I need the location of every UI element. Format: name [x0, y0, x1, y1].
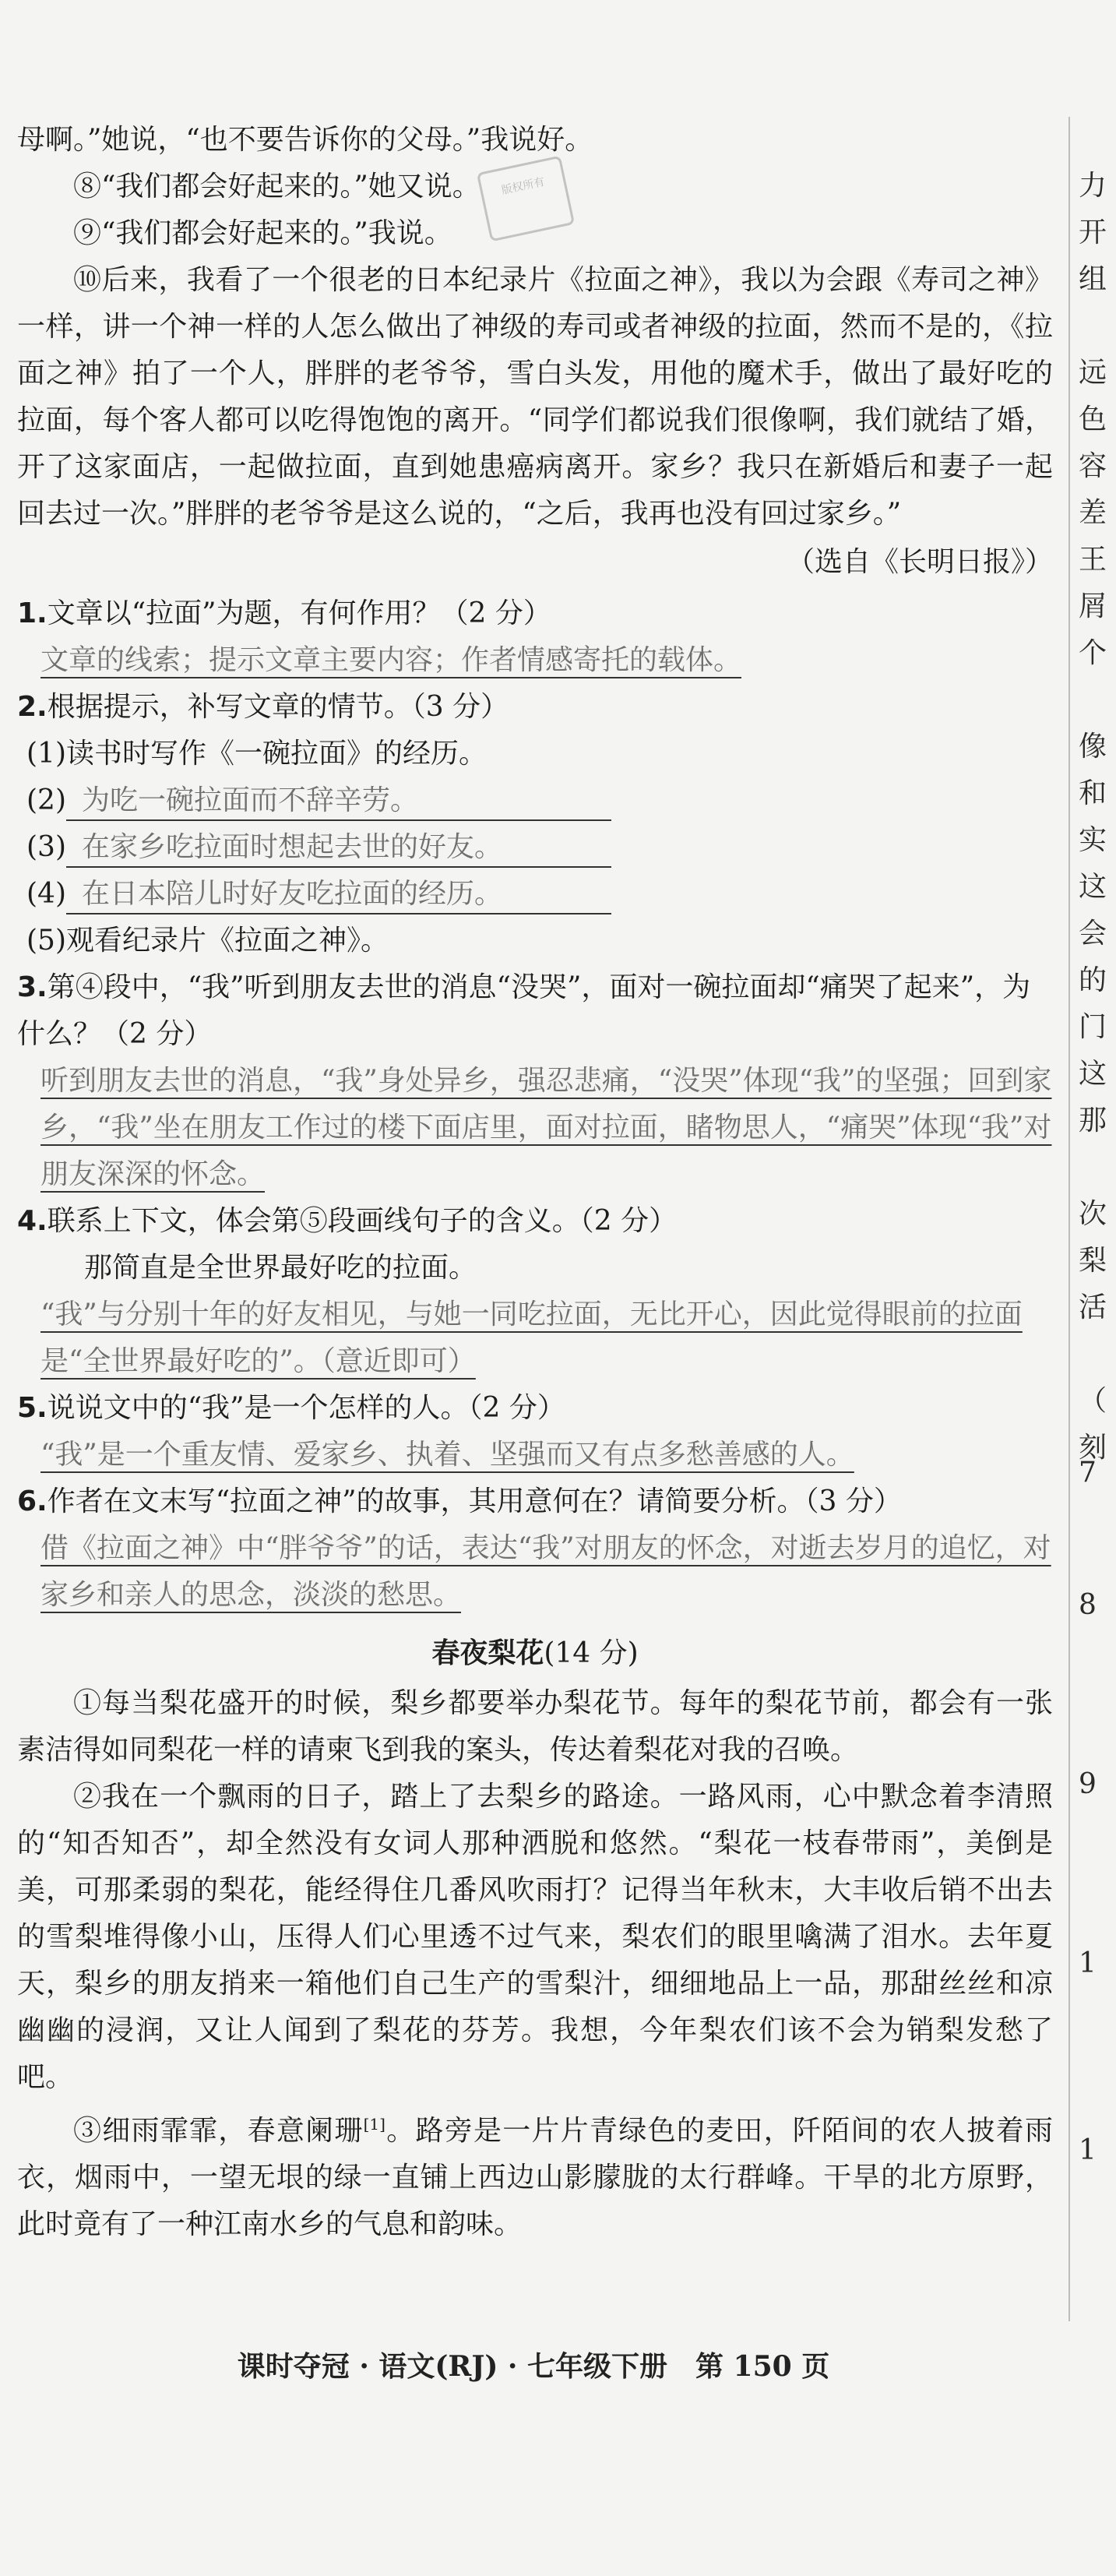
right-margin-fragment: 远	[1079, 357, 1107, 389]
question-text: 根据提示，补写文章的情节。（3 分）	[47, 691, 509, 723]
right-margin-fragment: 和	[1079, 777, 1107, 809]
story-paragraph-10: ⑩后来，我看了一个很老的日本纪录片《拉面之神》，我以为会跟《寿司之神》一样，讲一个神一样的人怎么做出了神级的寿司或者神级的拉面，然而不是的，《拉面之神》拍了一个人，胖胖的老爷爷，雪白头发，用他的魔术手，做出了最好吃的拉面，每个客人都可以吃得饱饱的离开。“同学们都说我们很像啊，我们就结了婚，开了这家面店，一起做拉面，直到她患癌病离开。家乡？我只在新婚后和妻子一起回去过一次。”胖胖的老爷爷是这么说的，“之后，我再也没有回过家乡。”	[17, 264, 1053, 530]
story-paragraph: 母啊。”她说，“也不要告诉你的父母。”我说好。	[17, 124, 593, 156]
right-margin-fragment: 开	[1079, 217, 1107, 248]
page-footer: 课时夺冠 · 语文(RJ) · 七年级下册 第 150 页	[237, 2350, 830, 2383]
right-margin-fragment: 7	[1079, 1457, 1097, 1489]
right-margin-fragment: 力	[1079, 170, 1107, 202]
question-6	[17, 1478, 1053, 1525]
right-margin-fragment: 的	[1079, 964, 1107, 996]
right-margin-fragment: 刻	[1079, 1432, 1107, 1464]
question-3	[17, 964, 1053, 1058]
essay-text: ③细雨霏霏，春意阑珊	[73, 2115, 364, 2147]
column-divider	[1068, 117, 1070, 2321]
essay-score: (14 分)	[544, 1637, 639, 1669]
right-margin-fragment: 容	[1079, 450, 1107, 482]
item-label: (3)	[26, 831, 66, 863]
story-paragraph-8: ⑧“我们都会好起来的。”她又说。	[73, 171, 481, 203]
story-paragraph-9: ⑨“我们都会好起来的。”我说。	[73, 217, 452, 249]
right-margin-fragment: 活	[1079, 1292, 1107, 1323]
question-text: 联系上下文，体会第⑤段画线句子的含义。（2 分）	[47, 1205, 678, 1237]
right-margin-fragment: 实	[1079, 824, 1107, 856]
question-2	[17, 684, 1053, 731]
answer-2-3: 在家乡吃拉面时想起去世的好友。	[66, 829, 611, 868]
question-text: 作者在文末写“拉面之神”的故事，其用意何在？请简要分析。（3 分）	[47, 1485, 902, 1517]
answer-2-4: 在日本陪儿时好友吃拉面的经历。	[66, 876, 611, 914]
right-margin-fragment: 会	[1079, 918, 1107, 950]
item-label: (4)	[26, 878, 66, 910]
answer-3: 听到朋友去世的消息，“我”身处异乡，强忍悲痛，“没哭”体现“我”的坚强；回到家乡，“我”坐在朋友工作过的楼下面店里，面对拉面，睹物思人，“痛哭”体现“我”对朋友深深的怀念。	[40, 1065, 1052, 1190]
essay-paragraph-2: ②我在一个飘雨的日子，踏上了去梨乡的路途。一路风雨，心中默念着李清照的“知否知否”，却全然没有女词人那种洒脱和悠然。“梨花一枝春带雨”，美倒是美，可那柔弱的梨花，能经得住几番风吹雨打？记得当年秋末，大丰收后销不出去的雪梨堆得像小山，压得人们心里透不过气来，梨农们的眼里噙满了泪水。去年夏天，梨乡的朋友捎来一箱他们自己生产的雪梨汁，细细地品上一品，那甜丝丝和凉幽幽的浸润，又让人闻到了梨花的芬芳。我想，今年梨农们该不会为销梨发愁了吧。	[17, 1781, 1053, 2093]
question-number: 3.	[17, 971, 48, 1003]
footnote-marker: [1]	[363, 2115, 385, 2134]
answer-1: 文章的线索；提示文章主要内容；作者情感寄托的载体。	[40, 644, 742, 676]
answer-2-2: 为吃一碗拉面而不辞辛劳。	[66, 782, 611, 821]
right-margin-fragment: 王	[1079, 544, 1107, 576]
answer-5: “我”是一个重友情、爱家乡、执着、坚强而又有点多愁善感的人。	[40, 1439, 854, 1471]
question-text: 第④段中，“我”听到朋友去世的消息“没哭”，面对一碗拉面却“痛哭了起来”，为什么？（2 分）	[17, 971, 1031, 1050]
question-number: 4.	[17, 1205, 48, 1237]
prompt-item-2	[17, 777, 1053, 824]
right-margin-fragment: 8	[1079, 1589, 1097, 1621]
essay-title-text: 春夜梨花	[431, 1637, 544, 1669]
question-number: 2.	[17, 691, 48, 723]
right-margin-fragment: 次	[1079, 1198, 1107, 1230]
right-margin-fragment: 9	[1079, 1768, 1097, 1800]
right-margin-fragment: 那	[1079, 1105, 1107, 1136]
question-number: 6.	[17, 1485, 48, 1517]
answer-6: 借《拉面之神》中“胖爷爷”的话，表达“我”对朋友的怀念，对逝去岁月的追忆，对家乡和亲人的思念，淡淡的愁思。	[40, 1532, 1051, 1611]
question-4	[17, 1198, 1053, 1245]
right-margin-fragment: 这	[1079, 1058, 1107, 1090]
essay-title	[17, 1630, 1053, 1677]
answer-4: “我”与分别十年的好友相见，与她一同吃拉面，无比开心，因此觉得眼前的拉面是“全世界最好吃的”。（意近即可）	[40, 1299, 1023, 1377]
right-margin-fragment: 个	[1079, 637, 1107, 669]
right-margin-fragment: 1	[1079, 2134, 1097, 2166]
question-text: 文章以“拉面”为题，有何作用？（2 分）	[47, 597, 551, 629]
prompt-item-4	[17, 871, 1053, 918]
right-margin-fragment: 差	[1079, 497, 1107, 529]
prompt-item-5: (5)观看纪录片《拉面之神》。	[26, 925, 389, 957]
prompt-item-3	[17, 824, 1053, 871]
quoted-sentence: 那简直是全世界最好吃的拉面。	[84, 1252, 477, 1284]
question-text: 说说文中的“我”是一个怎样的人。（2 分）	[47, 1392, 565, 1424]
main-column	[17, 117, 1053, 2248]
stamp-text: 版权所有	[500, 175, 546, 197]
essay-paragraph-1: ①每当梨花盛开的时候，梨乡都要举办梨花节。每年的梨花节前，都会有一张素洁得如同梨花一样的请柬飞到我的案头，传达着梨花对我的召唤。	[17, 1687, 1053, 1766]
prompt-item-1: (1)读书时写作《一碗拉面》的经历。	[26, 738, 487, 770]
right-margin-fragment: 屑	[1079, 590, 1107, 622]
item-label: (2)	[26, 784, 66, 816]
right-margin-fragment: 门	[1079, 1011, 1107, 1043]
question-number: 5.	[17, 1392, 48, 1424]
right-margin-fragment: 色	[1079, 403, 1107, 435]
right-margin-fragment: 梨	[1079, 1245, 1107, 1277]
essay-paragraph-3	[17, 2101, 1053, 2248]
question-5	[17, 1385, 1053, 1432]
right-margin-fragment: （	[1079, 1385, 1107, 1417]
right-margin-fragment: 组	[1079, 263, 1107, 295]
right-margin-fragment: 1	[1079, 1947, 1097, 1979]
right-margin-fragment: 像	[1079, 731, 1107, 763]
source-citation: （选自《长明日报》）	[786, 546, 1053, 578]
essay-text: 。路旁是一片片青绿色的麦田，阡陌间的农人披着雨衣，烟雨中，一望无垠的绿一直铺上西边山影朦胧的太行群峰。干旱的北方原野，此时竟有了一种江南水乡的气息和韵味。	[17, 2115, 1053, 2240]
question-1	[17, 590, 1053, 637]
right-margin-fragment: 这	[1079, 871, 1107, 903]
question-number: 1.	[17, 597, 48, 629]
